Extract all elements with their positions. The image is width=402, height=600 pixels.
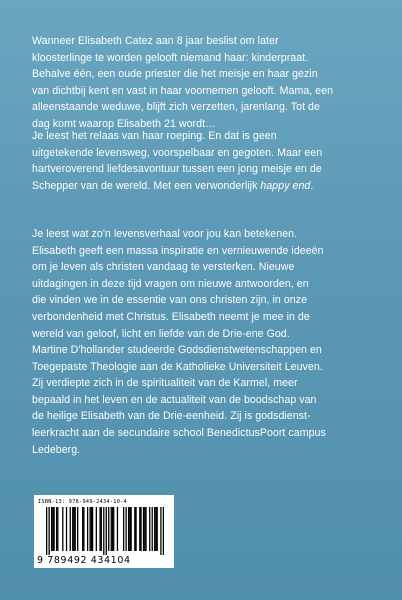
- intro-paragraph: [32, 33, 377, 133]
- barcode-bar: [70, 507, 71, 551]
- barcode-bar: [52, 507, 53, 551]
- text-line: [32, 178, 377, 195]
- barcode-bar: [73, 507, 74, 551]
- barcode-bar: [160, 507, 161, 555]
- text-line: de heilige Elisabeth van de Drie-eenheid. Zij is godsdienst-: [32, 410, 311, 423]
- barcode-bar: [82, 507, 83, 551]
- barcode-bar: [129, 507, 130, 551]
- text-line: uitgetekende levensweg, voorspelbaar en gegoten. Maar een: [32, 146, 323, 159]
- barcode-bar: [72, 507, 73, 551]
- barcode-bar: [66, 507, 67, 551]
- text-line: Behalve één, een oude priester die het meisje en haar gezin: [32, 68, 318, 81]
- barcode-bar: [83, 507, 84, 551]
- barcode-bar: [155, 507, 156, 551]
- barcode-bar: [152, 507, 153, 551]
- barcode-bar: [143, 507, 144, 551]
- barcode-bar: [77, 507, 78, 551]
- barcode-bars: [46, 507, 164, 555]
- barcode-bar: [128, 507, 129, 551]
- text-line: Elisabeth geeft een massa inspiratie en vernieuwende ideeën: [32, 244, 324, 257]
- text-segment: .: [310, 179, 314, 192]
- barcode-bar: [163, 507, 164, 555]
- text-line: Je leest wat zo'n levensverhaal voor jou kan betekenen.: [32, 228, 298, 240]
- barcode-bar: [87, 507, 88, 551]
- text-line: Martine D'hollander studeerde Godsdienstwetenschappen en: [32, 344, 322, 356]
- barcode-bar: [56, 507, 57, 551]
- barcode-bar: [99, 507, 100, 551]
- happy-end-italic: happy end: [260, 179, 311, 192]
- author-bio: [32, 342, 377, 458]
- barcode-bar: [96, 507, 97, 551]
- barcode-bar: [106, 507, 107, 555]
- barcode-bar: [145, 507, 146, 551]
- barcode-bar: [130, 507, 131, 551]
- barcode-bar: [125, 507, 126, 551]
- barcode-bar: [154, 507, 155, 551]
- barcode-bar: [108, 507, 109, 551]
- barcode-bar: [46, 507, 47, 555]
- text-line: die vinden we in de essentie van ons christen zijn, in onze: [32, 294, 308, 307]
- isbn-label: ISBN-13: 978-949-2434-10-4: [38, 499, 128, 505]
- barcode-bar: [123, 507, 124, 551]
- barcode-bar: [139, 507, 140, 551]
- barcode-bar: [144, 507, 145, 551]
- barcode-bar: [89, 507, 90, 551]
- barcode-bar: [140, 507, 141, 551]
- barcode-bar: [51, 507, 52, 551]
- text-line: Wanneer Elisabeth Catez aan 8 jaar beslist om later: [32, 35, 279, 47]
- text-line: uitdagingen in deze tijd vragen om nieuwe antwoorden, en: [32, 277, 309, 290]
- barcode-bar: [92, 507, 93, 551]
- text-line: van dichtbij kent en vast in haar voornemen gelooft. Mama, een: [32, 84, 334, 97]
- text-line: Toegepaste Theologie aan de Katholieke Universiteit Leuven.: [32, 360, 323, 373]
- barcode-bar: [48, 507, 49, 555]
- text-line: Zij verdiepte zich in de spiritualiteit van de Karmel, meer: [32, 377, 298, 390]
- barcode-bar: [57, 507, 58, 551]
- barcode-digits: 9 789492 434104: [37, 555, 131, 566]
- text-line: Je leest het relaas van haar roeping. En dat is geen: [32, 130, 277, 142]
- barcode-bar: [157, 507, 158, 551]
- barcode-bar: [91, 507, 92, 551]
- text-line: Ledeberg.: [32, 443, 81, 456]
- text-line: leerkracht aan de secundaire school BenedictusPoort campus: [32, 426, 326, 439]
- text-line: hartveroverend liefdesavontuur tussen een jong meisje en de: [32, 163, 322, 176]
- barcode-bar: [53, 507, 54, 551]
- text-line: om je leven als christen vandaag te versterken. Nieuwe: [32, 261, 295, 274]
- text-line: wereld van geloof, licht en liefde van de Drie-ene God.: [32, 327, 290, 340]
- isbn-barcode: [34, 495, 174, 568]
- text-line: alleenstaande weduwe, blijft zich verzetten, jarenlang. Tot de: [32, 101, 320, 114]
- text-line: dag komt waarop Elisabeth 21 wordt…: [32, 117, 216, 130]
- barcode-bar: [135, 507, 136, 551]
- barcode-bar: [75, 507, 76, 551]
- vocation-paragraph: [32, 128, 377, 194]
- barcode-bar: [113, 507, 114, 551]
- barcode-bar: [112, 507, 113, 551]
- text-line: verbondenheid met Christus. Elisabeth neemt je mee in de: [32, 310, 310, 323]
- text-line: kloosterlinge te worden gelooft niemand haar: kinderpraat.: [32, 51, 309, 64]
- barcode-bar: [103, 507, 104, 555]
- barcode-bar: [111, 507, 112, 551]
- text-segment: Schepper van de wereld. Met een verwonderlijk: [32, 179, 261, 192]
- barcode-bar: [117, 507, 118, 551]
- barcode-bar: [149, 507, 150, 551]
- text-line: bepaald in het leven en de actualiteit van de boodschap van: [32, 393, 317, 406]
- barcode-bar: [134, 507, 135, 551]
- meaning-paragraph: [32, 226, 377, 342]
- barcode-bar: [62, 507, 63, 551]
- barcode-bar: [101, 507, 102, 551]
